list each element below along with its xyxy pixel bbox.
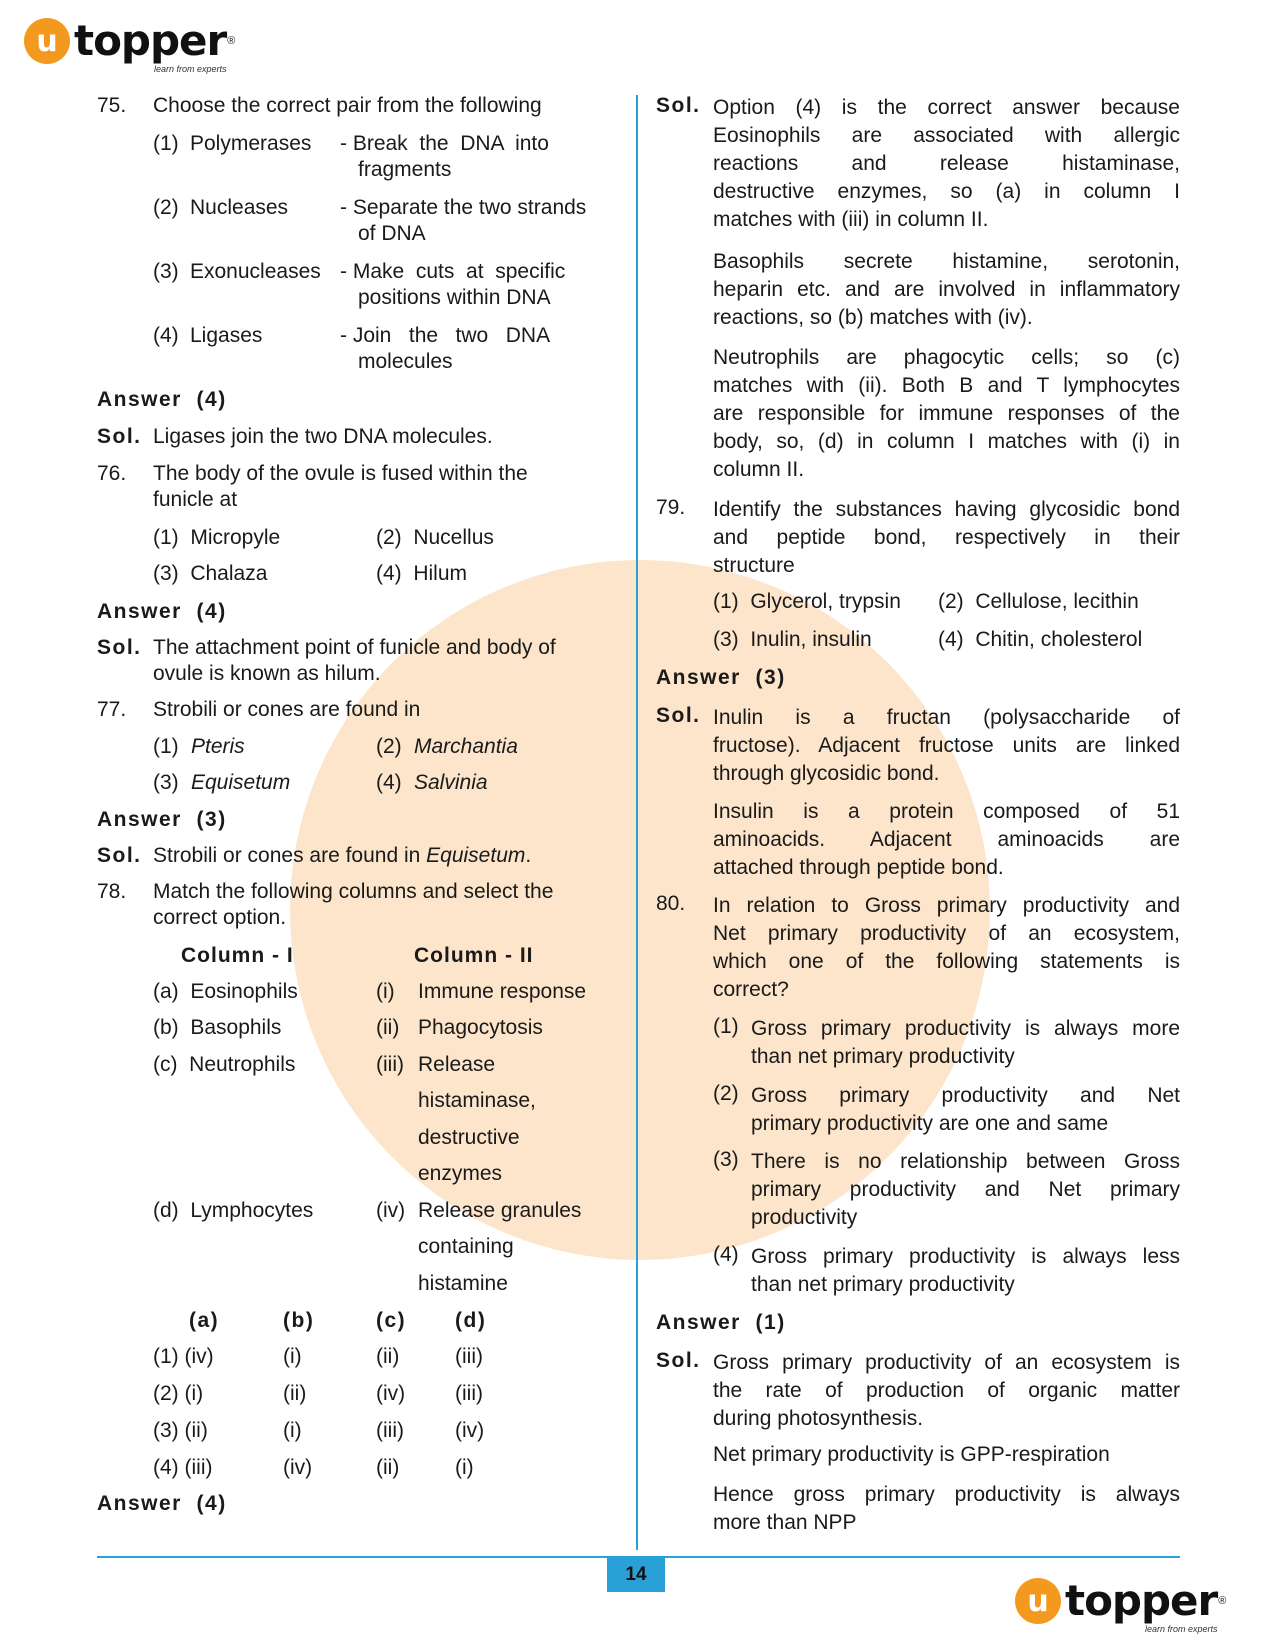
q78-opt2-a: (2) (i) bbox=[153, 1382, 204, 1405]
text-line: Eosinophils are associated with allergic bbox=[713, 124, 1180, 147]
q78-item-c: (c) Neutrophils bbox=[153, 1053, 296, 1076]
text-line: Option (4) is the correct answer because bbox=[713, 96, 1180, 119]
q76-solution-2: ovule is known as hilum. bbox=[153, 662, 381, 685]
q78-item-iii-4: enzymes bbox=[418, 1162, 503, 1185]
footer-logo bbox=[1015, 1576, 1227, 1634]
q77-opt1-num: (1) bbox=[153, 735, 179, 758]
text-line: Inulin is a fructan (polysaccharide of bbox=[713, 706, 1180, 729]
q80-opt4-num: (4) bbox=[713, 1243, 739, 1266]
text-line: Basophils secrete histamine, serotonin, bbox=[713, 250, 1180, 273]
q77-solution-end: . bbox=[525, 844, 532, 867]
text-line: In relation to Gross primary productivity and bbox=[713, 894, 1180, 917]
q80-opt1 bbox=[751, 1015, 1180, 1071]
q78-column1-header: Column - I bbox=[181, 944, 294, 967]
q75-opt4-name: Ligases bbox=[190, 324, 263, 347]
q79-sol-para-2 bbox=[713, 798, 1180, 882]
text-line: through glycosidic bond. bbox=[713, 762, 940, 785]
q75-opt2-name: Nucleases bbox=[190, 196, 289, 219]
brand-wordmark: topper bbox=[1065, 1576, 1218, 1625]
text-line: are responsible for immune responses of the bbox=[713, 402, 1180, 425]
text-line: and peptide bond, respectively in their bbox=[713, 526, 1180, 549]
q78-opt1-a: (1) (iv) bbox=[153, 1345, 214, 1368]
text-line: correct? bbox=[713, 978, 789, 1001]
q77-opt2: Marchantia bbox=[414, 735, 518, 758]
text-line: Neutrophils are phagocytic cells; so (c) bbox=[713, 346, 1180, 369]
text-line: column II. bbox=[713, 458, 805, 481]
q78-hdr-a: (a) bbox=[189, 1309, 220, 1332]
q78-opt3-c: (iii) bbox=[376, 1419, 404, 1442]
q80-opt1-num: (1) bbox=[713, 1015, 739, 1038]
text-line: which one of the following statements is bbox=[713, 950, 1180, 973]
q80-answer: Answer (1) bbox=[656, 1311, 786, 1334]
q76-opt3: (3) Chalaza bbox=[153, 562, 268, 585]
text-line: aminoacids. Adjacent aminoacids are bbox=[713, 828, 1180, 851]
q79-sol-label: Sol. bbox=[656, 704, 701, 727]
q80-sol-para-1 bbox=[713, 1349, 1180, 1433]
q79-opt3: (3) Inulin, insulin bbox=[713, 628, 872, 651]
q78-column2-header: Column - II bbox=[414, 944, 534, 967]
brand-tagline: learn from experts bbox=[154, 64, 227, 74]
text-line: Insulin is a protein composed of 51 bbox=[713, 800, 1180, 823]
q75-number: 75. bbox=[97, 94, 127, 117]
text-line: destructive enzymes, so (a) in column I bbox=[713, 180, 1180, 203]
q76-solution-1: The attachment point of funicle and body of bbox=[153, 636, 556, 659]
brand-u-icon: u bbox=[1015, 1578, 1061, 1624]
q78-item-iii-2: histaminase, bbox=[418, 1089, 536, 1112]
q79-sol-para-1 bbox=[713, 704, 1180, 788]
q78-opt2-d: (iii) bbox=[455, 1382, 483, 1405]
q78-item-b: (b) Basophils bbox=[153, 1016, 282, 1039]
q75-opt4-desc2: molecules bbox=[358, 350, 453, 373]
q78-item-a: (a) Eosinophils bbox=[153, 980, 298, 1003]
registered-mark: ® bbox=[1218, 1595, 1227, 1607]
text-line: structure bbox=[713, 554, 795, 577]
q77-number: 77. bbox=[97, 698, 127, 721]
q79-opt4: (4) Chitin, cholesterol bbox=[938, 628, 1143, 651]
q80-opt3 bbox=[751, 1148, 1180, 1232]
q75-opt1-num: (1) bbox=[153, 132, 179, 155]
text-line: than net primary productivity bbox=[751, 1273, 1015, 1296]
q77-opt3-num: (3) bbox=[153, 771, 179, 794]
q76-stem-1: The body of the ovule is fused within the bbox=[153, 462, 528, 485]
text-line: Gross primary productivity is always more bbox=[751, 1017, 1180, 1040]
q79-answer: Answer (3) bbox=[656, 666, 786, 689]
q78-item-iii-1: Release bbox=[418, 1053, 496, 1076]
text-line: fructose). Adjacent fructose units are linked bbox=[713, 734, 1180, 757]
q78-stem-2: correct option. bbox=[153, 906, 287, 929]
page-number: 14 bbox=[607, 1558, 665, 1592]
text-line: matches with (ii). Both B and T lymphocytes bbox=[713, 374, 1180, 397]
q78-number: 78. bbox=[97, 880, 127, 903]
q76-stem-2: funicle at bbox=[153, 488, 238, 511]
q78-stem-1: Match the following columns and select the bbox=[153, 880, 554, 903]
q80-number: 80. bbox=[656, 892, 686, 915]
q80-sol-para-3 bbox=[713, 1481, 1180, 1537]
text-line: Identify the substances having glycosidic bond bbox=[713, 498, 1180, 521]
q78-item-iv-num: (iv) bbox=[376, 1199, 406, 1222]
q77-solution-text: Strobili or cones are found in bbox=[153, 844, 427, 867]
q75-opt2-desc2: of DNA bbox=[358, 222, 426, 245]
q75-opt3-desc: - Make cuts at specific bbox=[340, 260, 566, 283]
q75-opt2-desc: - Separate the two strands bbox=[340, 196, 587, 219]
text-line: Gross primary productivity is always less bbox=[751, 1245, 1180, 1268]
q75-opt1-desc2: fragments bbox=[358, 158, 452, 181]
text-line: Hence gross primary productivity is always bbox=[713, 1483, 1180, 1506]
text-line: attached through peptide bond. bbox=[713, 856, 1004, 879]
q76-opt1: (1) Micropyle bbox=[153, 526, 281, 549]
header-logo bbox=[24, 16, 236, 74]
text-line: Gross primary productivity of an ecosystem is bbox=[713, 1351, 1180, 1374]
q76-answer: Answer (4) bbox=[97, 600, 227, 623]
q80-opt2-num: (2) bbox=[713, 1082, 739, 1105]
q79-number: 79. bbox=[656, 496, 686, 519]
q80-opt3-num: (3) bbox=[713, 1148, 739, 1171]
q76-sol-label: Sol. bbox=[97, 636, 142, 659]
text-line: Net primary productivity of an ecosystem, bbox=[713, 922, 1180, 945]
q78-item-ii: Phagocytosis bbox=[418, 1016, 543, 1039]
brand-tagline: learn from experts bbox=[1145, 1624, 1218, 1634]
q78-item-ii-num: (ii) bbox=[376, 1016, 400, 1039]
q78-opt1-c: (ii) bbox=[376, 1345, 400, 1368]
q78-opt4-d: (i) bbox=[455, 1456, 474, 1479]
q78-item-iii-num: (iii) bbox=[376, 1053, 404, 1076]
q77-solution bbox=[153, 844, 531, 868]
q78-opt3-b: (i) bbox=[283, 1419, 302, 1442]
text-line: the rate of production of organic matter bbox=[713, 1379, 1180, 1402]
q77-sol-label: Sol. bbox=[97, 844, 142, 867]
q77-stem: Strobili or cones are found in bbox=[153, 698, 421, 721]
text-line: productivity bbox=[751, 1206, 858, 1229]
q76-number: 76. bbox=[97, 462, 127, 485]
text-line: Gross primary productivity and Net bbox=[751, 1084, 1180, 1107]
q77-opt2-num: (2) bbox=[376, 735, 402, 758]
q78-item-iii-3: destructive bbox=[418, 1126, 520, 1149]
q78-sol-para-3 bbox=[713, 344, 1180, 484]
text-line: There is no relationship between Gross bbox=[751, 1150, 1180, 1173]
q75-opt3-desc2: positions within DNA bbox=[358, 286, 551, 309]
q78-item-i: Immune response bbox=[418, 980, 587, 1003]
q75-opt4-desc: - Join the two DNA bbox=[340, 324, 551, 347]
brand-u-icon: u bbox=[24, 18, 70, 64]
q80-stem bbox=[713, 892, 1180, 1004]
q77-answer: Answer (3) bbox=[97, 808, 227, 831]
q78-opt1-d: (iii) bbox=[455, 1345, 483, 1368]
q75-opt4-num: (4) bbox=[153, 324, 179, 347]
q78-item-iv-1: Release granules bbox=[418, 1199, 582, 1222]
q78-answer: Answer (4) bbox=[97, 1492, 227, 1515]
q78-hdr-c: (c) bbox=[376, 1309, 407, 1332]
q78-opt4-b: (iv) bbox=[283, 1456, 313, 1479]
text-line: during photosynthesis. bbox=[713, 1407, 924, 1430]
text-line: reactions, so (b) matches with (iv). bbox=[713, 306, 1033, 329]
q78-item-d: (d) Lymphocytes bbox=[153, 1199, 314, 1222]
q78-item-iv-3: histamine bbox=[418, 1272, 508, 1295]
q80-opt2 bbox=[751, 1082, 1180, 1138]
q77-opt4: Salvinia bbox=[414, 771, 488, 794]
q78-opt2-c: (iv) bbox=[376, 1382, 406, 1405]
text-line: reactions and release histaminase, bbox=[713, 152, 1180, 175]
q75-sol-label: Sol. bbox=[97, 425, 142, 448]
q80-sol-para-2: Net primary productivity is GPP-respiration bbox=[713, 1443, 1110, 1466]
text-line: heparin etc. and are involved in inflammatory bbox=[713, 278, 1180, 301]
q79-stem bbox=[713, 496, 1180, 580]
q78-opt2-b: (ii) bbox=[283, 1382, 307, 1405]
q78-opt1-b: (i) bbox=[283, 1345, 302, 1368]
registered-mark: ® bbox=[227, 35, 236, 47]
q75-solution: Ligases join the two DNA molecules. bbox=[153, 425, 493, 448]
q76-opt2: (2) Nucellus bbox=[376, 526, 494, 549]
q78-opt3-d: (iv) bbox=[455, 1419, 485, 1442]
q78-sol-para-2 bbox=[713, 248, 1180, 332]
text-line: more than NPP bbox=[713, 1511, 857, 1534]
column-divider bbox=[636, 95, 638, 1550]
q78-opt4-c: (ii) bbox=[376, 1456, 400, 1479]
q75-opt2-num: (2) bbox=[153, 196, 179, 219]
q75-opt3-name: Exonucleases bbox=[190, 260, 321, 283]
q78-sol-para-1 bbox=[713, 94, 1180, 234]
q76-opt4: (4) Hilum bbox=[376, 562, 468, 585]
q78-hdr-b: (b) bbox=[283, 1309, 315, 1332]
q75-opt3-num: (3) bbox=[153, 260, 179, 283]
text-line: than net primary productivity bbox=[751, 1045, 1015, 1068]
q78-sol-label: Sol. bbox=[656, 94, 701, 117]
text-line: primary productivity and Net primary bbox=[751, 1178, 1180, 1201]
brand-wordmark: topper bbox=[74, 16, 227, 65]
text-line: matches with (iii) in column II. bbox=[713, 208, 989, 231]
q75-opt1-name: Polymerases bbox=[190, 132, 312, 155]
text-line: primary productivity are one and same bbox=[751, 1112, 1109, 1135]
q75-stem: Choose the correct pair from the following bbox=[153, 94, 542, 117]
text-line: body, so, (d) in column I matches with (i) in bbox=[713, 430, 1180, 453]
q78-hdr-d: (d) bbox=[455, 1309, 487, 1332]
q79-opt2: (2) Cellulose, lecithin bbox=[938, 590, 1139, 613]
q77-opt3: Equisetum bbox=[191, 771, 291, 794]
q78-opt4-a: (4) (iii) bbox=[153, 1456, 213, 1479]
q77-opt4-num: (4) bbox=[376, 771, 402, 794]
q80-sol-label: Sol. bbox=[656, 1349, 701, 1372]
q78-opt3-a: (3) (ii) bbox=[153, 1419, 208, 1442]
q77-opt1: Pteris bbox=[191, 735, 245, 758]
q80-opt4 bbox=[751, 1243, 1180, 1299]
q75-answer: Answer (4) bbox=[97, 388, 227, 411]
q79-opt1: (1) Glycerol, trypsin bbox=[713, 590, 901, 613]
q78-item-iv-2: containing bbox=[418, 1235, 514, 1258]
q75-opt1-desc: - Break the DNA into bbox=[340, 132, 549, 155]
q78-item-i-num: (i) bbox=[376, 980, 395, 1003]
q77-solution-italic: Equisetum bbox=[426, 844, 526, 867]
